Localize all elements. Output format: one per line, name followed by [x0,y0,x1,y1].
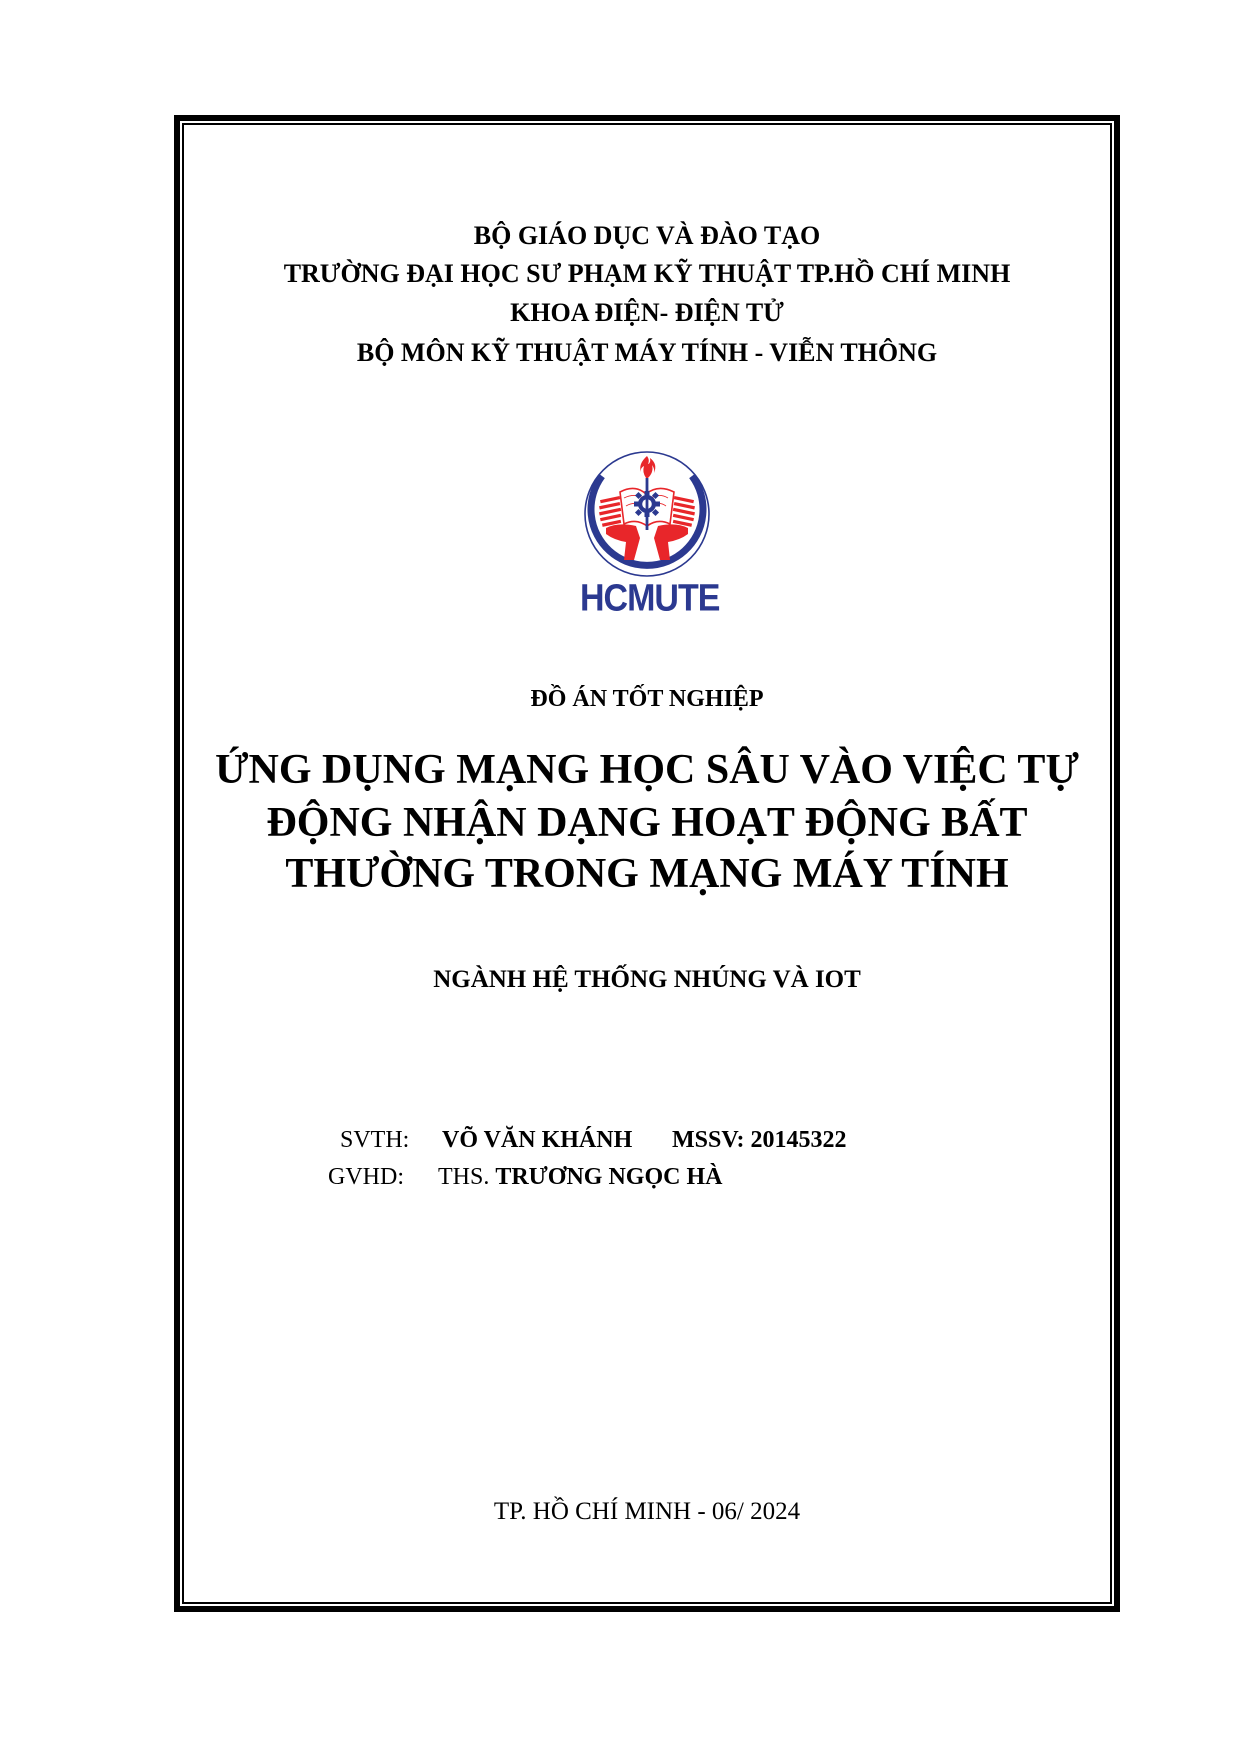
place-and-date: TP. HỒ CHÍ MINH - 06/ 2024 [493,1498,801,1525]
advisor-name: TRƯƠNG NGỌC HÀ [495,1164,723,1190]
student-id-label: MSSV: [672,1127,745,1153]
student-id-row [672,1125,846,1155]
hcmute-logo-icon [580,448,714,578]
student-id: 20145322 [750,1127,847,1153]
advisor-label: GVHD: [328,1164,404,1190]
ministry-name: BỘ GIÁO DỤC VÀ ĐÀO TẠO [473,221,821,250]
advisor-title: THS. [438,1164,490,1190]
university-name: TRƯỜNG ĐẠI HỌC SƯ PHẠM KỸ THUẬT TP.HỒ CHÍ MINH [283,259,1011,288]
department-name: BỘ MÔN KỸ THUẬT MÁY TÍNH - VIỄN THÔNG [356,338,938,367]
faculty-name: KHOA ĐIỆN- ĐIỆN TỬ [510,298,784,327]
thesis-title-line-1: ỨNG DỤNG MẠNG HỌC SÂU VÀO VIỆC TỰ [215,747,1079,793]
major-name: NGÀNH HỆ THỐNG NHÚNG VÀ IOT [433,966,861,993]
student-label: SVTH: [340,1127,410,1153]
advisor-row [438,1162,722,1192]
thesis-type: ĐỒ ÁN TỐT NGHIỆP [530,686,764,712]
thesis-title-line-2: ĐỘNG NHẬN DẠNG HOẠT ĐỘNG BẤT [266,800,1028,846]
student-name: VÕ VĂN KHÁNH [442,1127,633,1153]
logo-text: HCMUTE [580,576,720,620]
thesis-title-line-3: THƯỜNG TRONG MẠNG MÁY TÍNH [285,851,1009,897]
